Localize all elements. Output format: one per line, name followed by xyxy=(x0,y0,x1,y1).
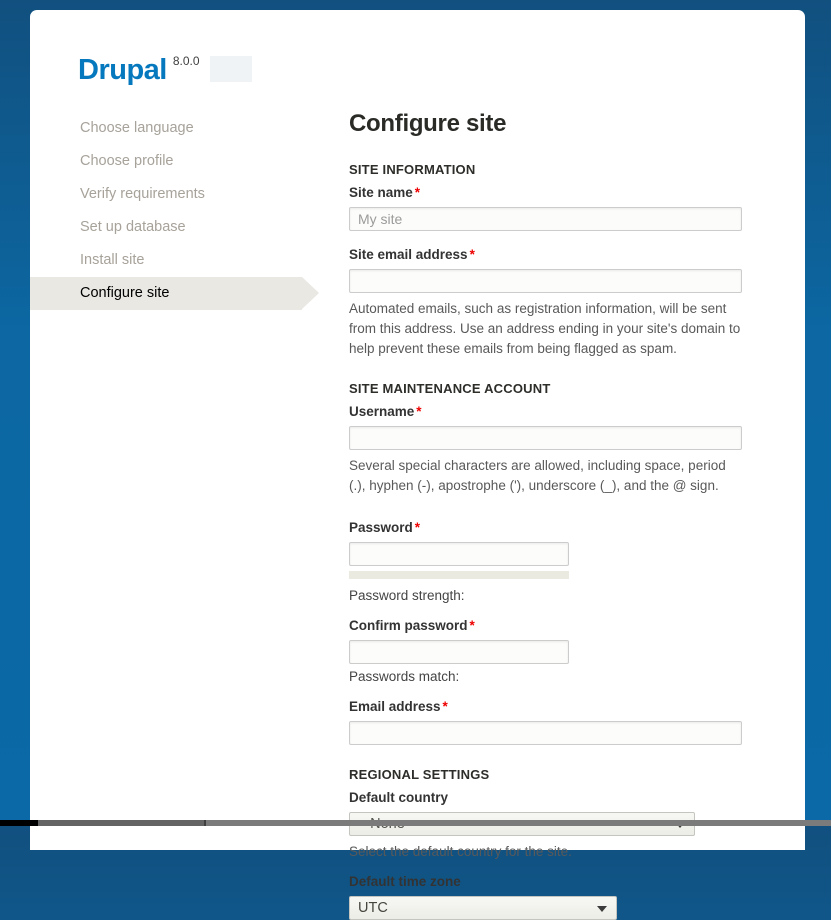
site-email-help: Automated emails, such as registration information, will be sent from this address. Use an address ending in your site's domain to help prevent these emails from being flagged as spam. xyxy=(349,301,741,356)
password-strength-label: Password strength: xyxy=(349,588,465,603)
site-name-input[interactable] xyxy=(349,207,742,231)
site-name-field xyxy=(349,185,742,231)
passwords-match-label: Passwords match: xyxy=(349,669,460,684)
step-verify-requirements xyxy=(30,178,360,211)
step-choose-profile xyxy=(30,145,360,178)
install-steps-sidebar xyxy=(30,112,360,310)
active-step-arrow-icon xyxy=(302,277,319,309)
default-timezone-label: Default time zone xyxy=(349,874,461,889)
step-label: Set up database xyxy=(80,219,186,235)
configure-site-form xyxy=(349,110,742,920)
confirm-password-field xyxy=(349,618,742,684)
email-address-field xyxy=(349,699,742,745)
drupal-logo xyxy=(78,54,200,87)
confirm-password-label: Confirm password * xyxy=(349,618,475,633)
installer-card xyxy=(30,10,805,916)
step-label: Verify requirements xyxy=(80,186,205,202)
step-label: Configure site xyxy=(80,285,170,301)
site-name-label: Site name * xyxy=(349,185,421,200)
default-timezone-select[interactable] xyxy=(349,896,617,920)
email-address-label: Email address * xyxy=(349,699,448,714)
password-field xyxy=(349,520,742,603)
step-label: Choose language xyxy=(80,120,194,136)
username-help: Several special characters are allowed, including space, period (.), hyphen (-), apostrophe ('), underscore (_), and the @ sign. xyxy=(349,458,726,493)
section-regional-settings: REGIONAL SETTINGS xyxy=(349,767,490,782)
version-highlight xyxy=(210,56,252,82)
required-marker: * xyxy=(414,520,421,535)
step-configure-site-active xyxy=(30,277,302,310)
required-marker: * xyxy=(416,404,422,419)
step-choose-language xyxy=(30,112,360,145)
default-timezone-value: UTC xyxy=(358,900,388,916)
required-marker: * xyxy=(469,247,475,262)
step-label: Install site xyxy=(80,252,145,268)
site-email-input[interactable] xyxy=(349,269,742,293)
step-install-site xyxy=(30,244,360,277)
section-maintenance-account: SITE MAINTENANCE ACCOUNT xyxy=(349,381,551,396)
default-country-help: Select the default country for the site. xyxy=(349,844,572,859)
username-label: Username * xyxy=(349,404,422,419)
default-timezone-field xyxy=(349,874,742,920)
chevron-down-icon xyxy=(597,906,607,912)
page-title: Configure site xyxy=(349,110,507,137)
required-marker: * xyxy=(442,699,448,714)
required-marker: * xyxy=(414,185,421,200)
password-strength-bar xyxy=(349,571,569,579)
window-bottom-edge xyxy=(0,820,831,826)
drupal-version: 8.0.0 xyxy=(172,54,200,68)
step-set-up-database xyxy=(30,211,360,244)
step-label: Choose profile xyxy=(80,153,174,169)
drupal-wordmark: Drupal xyxy=(78,54,167,86)
section-site-information: SITE INFORMATION xyxy=(349,162,476,177)
default-country-field xyxy=(349,790,742,862)
password-label: Password * xyxy=(349,520,421,535)
site-email-label: Site email address * xyxy=(349,247,475,262)
confirm-password-input[interactable] xyxy=(349,640,569,664)
default-country-label: Default country xyxy=(349,790,449,805)
required-marker: * xyxy=(469,618,475,633)
email-address-input[interactable] xyxy=(349,721,742,745)
password-input[interactable] xyxy=(349,542,569,566)
username-input[interactable] xyxy=(349,426,742,450)
site-email-field xyxy=(349,247,742,359)
username-field xyxy=(349,404,742,496)
